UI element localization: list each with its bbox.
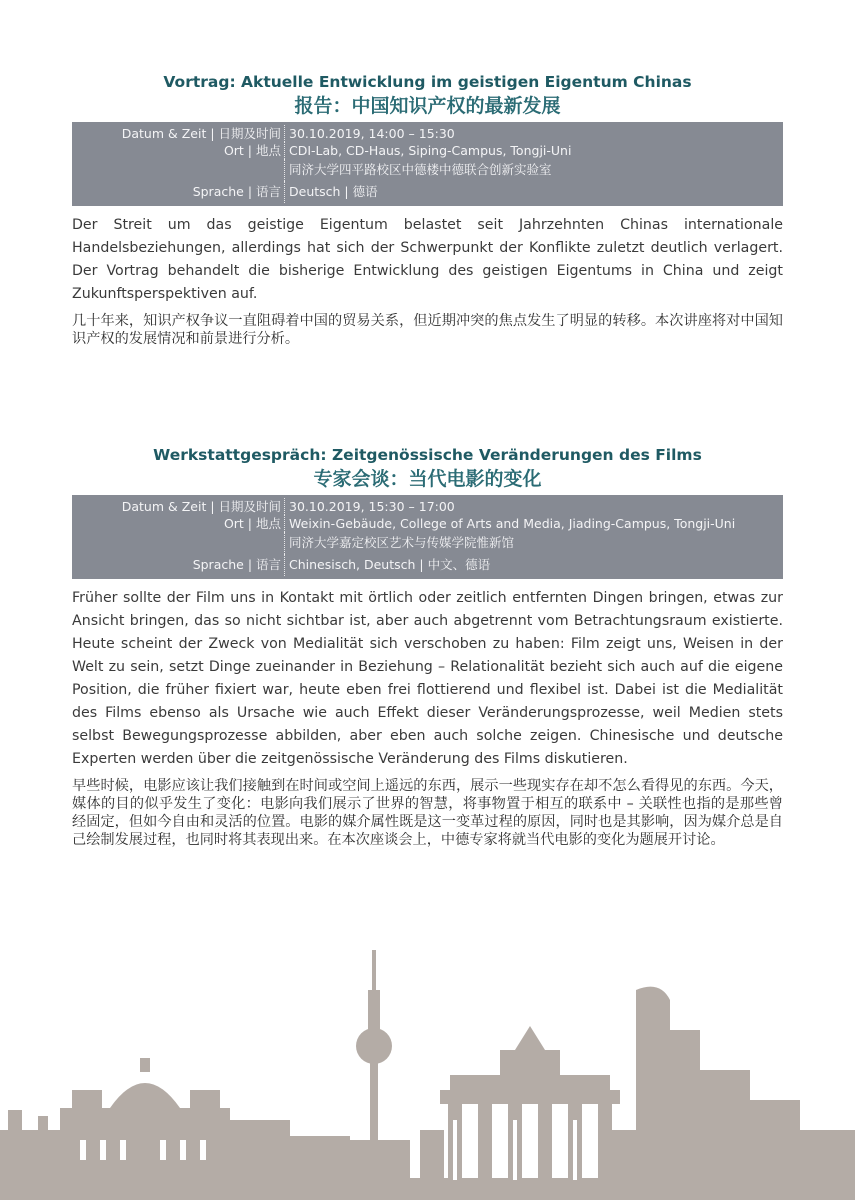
event-1-info-box — [72, 122, 783, 206]
datetime-value: 30.10.2019, 14:00 – 15:30 — [289, 126, 455, 141]
place-label: Ort | 地点 — [223, 516, 281, 531]
place-label: Ort | 地点 — [223, 143, 281, 158]
datetime-label: Datum & Zeit | 日期及时间 — [121, 499, 281, 514]
event-2-title-de: Werkstattgespräch: Zeitgenössische Veränderungen des Films — [153, 446, 702, 464]
event-2-info-box — [72, 495, 783, 579]
place-value-de: CDI-Lab, CD-Haus, Siping-Campus, Tongji-Uni — [289, 143, 572, 158]
datetime-value: 30.10.2019, 15:30 – 17:00 — [289, 499, 455, 514]
language-label: Sprache | 语言 — [192, 184, 281, 199]
language-value: Chinesisch, Deutsch | 中文、德语 — [289, 557, 491, 572]
place-value-zh: 同济大学嘉定校区艺术与传媒学院惟新馆 — [289, 535, 515, 550]
language-label: Sprache | 语言 — [192, 557, 281, 572]
event-1-description-de: Der Streit um das geistige Eigentum belastet seit Jahrzehnten Chinas internationale Handelsbeziehungen, allerdings hat sich der Schwerpunkt der Konflikte zuletzt deutlich verlagert. Der Vortrag behandelt die bisherige Entwicklung des geistigen Eigentums in China und zeigt Zukunftsperspektiven auf. — [72, 217, 783, 302]
language-value: Deutsch | 德语 — [289, 184, 378, 199]
event-1-title-de: Vortrag: Aktuelle Entwicklung im geistigen Eigentum Chinas — [163, 73, 692, 91]
place-value-de: Weixin-Gebäude, College of Arts and Media, Jiading-Campus, Tongji-Uni — [289, 516, 736, 531]
event-2-title-zh: 专家会谈：当代电影的变化 — [313, 468, 542, 490]
event-2-description-de: Früher sollte der Film uns in Kontakt mit örtlich oder zeitlich entfernten Dingen bringen, etwas zur Ansicht bringen, das so nicht sichtbar ist, aber auch abgetrennt vom Betrachtungsraum existierte. Heute scheint der Zweck von Medialität sich verschoben zu haben: Film zeigt uns, Weisen in der Welt zu sein, setzt Dinge zueinander in Beziehung – Relationalität bezieht sich auch auf die eigene Position, die früher fixiert war, heute eben frei flottierend und flexibel ist. Dabei ist die Medialität des Films ebenso als Ursache wie auch Effekt dieser Veränderungsprozesse, weil Medien stets selbst Bewegungsprozesse abbilden, aber eben auch solche zeigen. Chinesische und deutsche Experten werden über die zeitgenössische Veränderung des Films diskutieren. — [72, 590, 783, 767]
event-1-description-zh: 几十年来，知识产权争议一直阻碍着中国的贸易关系，但近期冲突的焦点发生了明显的转移。本次讲座将对中国知识产权的发展情况和前景进行分析。 — [72, 313, 783, 347]
event-2-description-zh: 早些时候，电影应该让我们接触到在时间或空间上遥远的东西，展示一些现实存在却不怎么看得见的东西。今天，媒体的目的似乎发生了变化：电影向我们展示了世界的智慧，将事物置于相互的联系中 – 关联性也指的是那些曾经固定，但如今自由和灵活的位置。电影的媒介属性既是这一变革过程的原因，同时也是其影响，因为媒介总是自己绘制发展过程，也同时将其表现出来。在本次座谈会上，中德专家将就当代电影的变化为题展开讨论。 — [72, 778, 783, 848]
event-1-title-zh: 报告：中国知识产权的最新发展 — [294, 95, 561, 117]
place-value-zh: 同济大学四平路校区中德楼中德联合创新实验室 — [289, 162, 552, 177]
event-1-section — [72, 72, 783, 348]
datetime-label: Datum & Zeit | 日期及时间 — [121, 126, 281, 141]
city-skyline-silhouette-icon — [0, 940, 855, 1200]
event-2-section — [72, 445, 783, 849]
